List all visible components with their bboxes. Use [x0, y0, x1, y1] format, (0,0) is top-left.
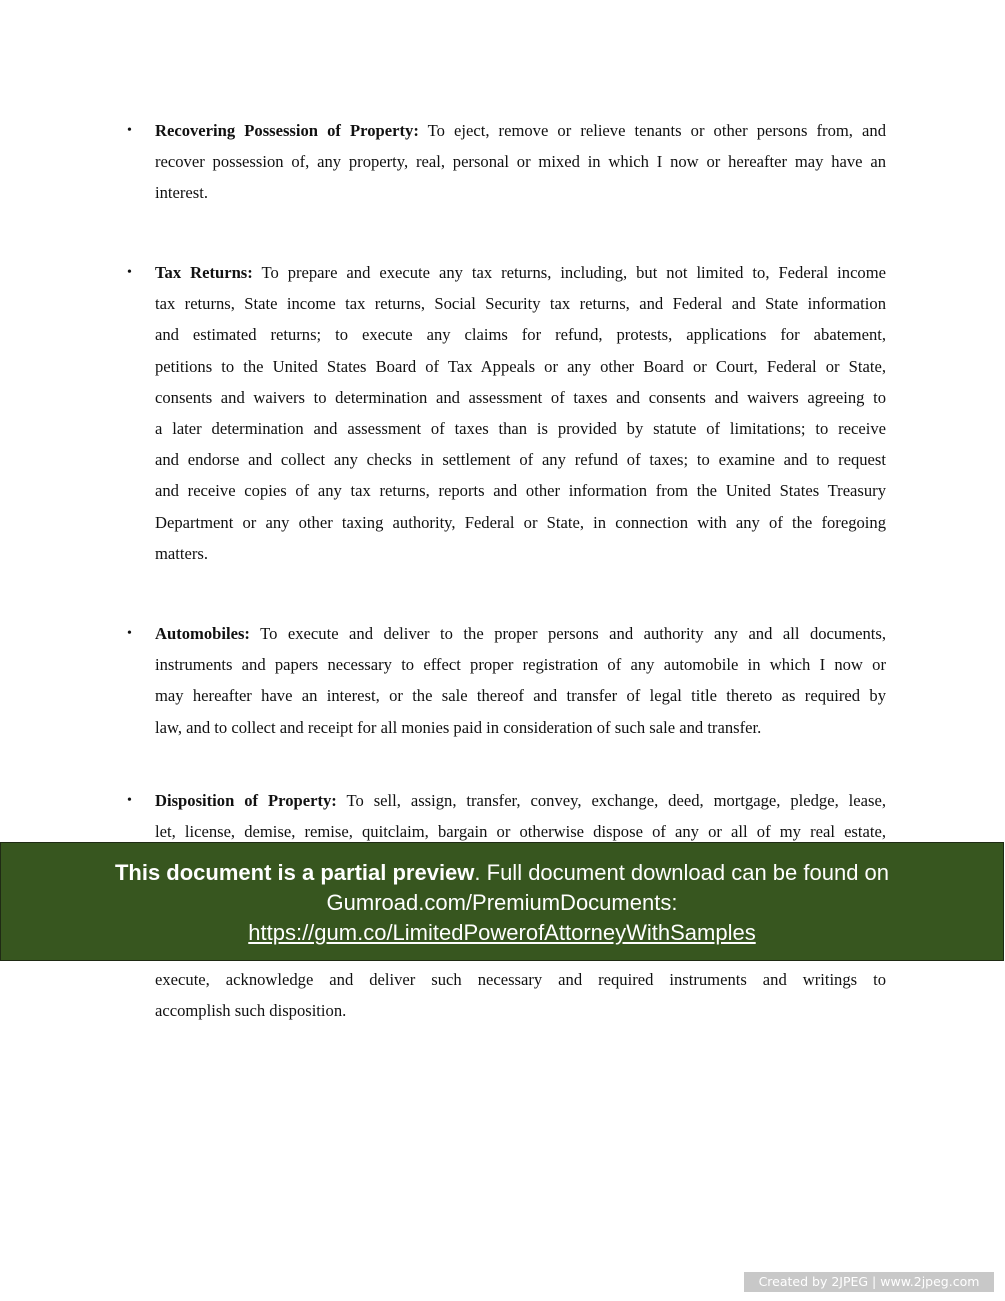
paragraph-line	[155, 257, 886, 288]
bullet-icon: •	[127, 265, 132, 280]
paragraph-line: accomplish such disposition.	[155, 1001, 347, 1021]
paragraph-line	[155, 351, 886, 382]
line-text: may hereafter have an interest, or the sale thereof and transfer of legal title thereto as required by	[155, 686, 886, 706]
line-text: matters.	[155, 543, 208, 563]
paragraph-line	[155, 475, 886, 506]
line-text: To execute and deliver to the proper persons and authority any and all documents,	[249, 624, 886, 643]
bullet-icon: •	[127, 626, 132, 641]
banner-text: . Full document download can be found on	[474, 860, 890, 885]
line-text: interest.	[155, 183, 208, 203]
paragraph-heading: Tax Returns:	[155, 263, 253, 282]
banner-line2: Gumroad.com/PremiumDocuments:	[326, 890, 678, 915]
line-text: Department or any other taxing authority, Federal or State, in connection with any of the foregoing	[155, 512, 886, 532]
paragraph-line	[155, 507, 886, 538]
paragraph-line	[155, 319, 886, 350]
bullet-paragraph	[127, 257, 887, 569]
bullet-icon: •	[127, 793, 132, 808]
line-text: a later determination and assessment of taxes than is provided by statute of limitations; to receive	[155, 418, 886, 438]
line-text: tax returns, State income tax returns, Social Security tax returns, and Federal and State information	[155, 294, 886, 314]
paragraph-line	[155, 618, 886, 649]
paragraph-heading: Automobiles:	[155, 624, 250, 643]
paragraph-continuation	[155, 964, 886, 1026]
line-text: To sell, assign, transfer, convey, exchange, deed, mortgage, pledge, lease,	[336, 791, 886, 810]
download-link[interactable]: https://gum.co/LimitedPowerofAttorneyWithSamples	[248, 920, 756, 945]
line-text: and receive copies of any tax returns, reports and other information from the United States Treasury	[155, 481, 886, 501]
bullet-paragraph	[127, 785, 886, 847]
paragraph-line	[155, 785, 886, 816]
paragraph-line	[155, 649, 886, 680]
line-text: consents and waivers to determination and assessment of taxes and consents and waivers agreeing to	[155, 387, 886, 407]
paragraph-line	[155, 177, 886, 208]
line-text: recover possession of, any property, real, personal or mixed in which I now or hereafter may have an	[155, 152, 886, 172]
line-text: let, license, demise, remise, quitclaim, bargain or otherwise dispose of any or all of my real estate,	[155, 822, 886, 842]
watermark: Created by 2JPEG | www.2jpeg.com	[744, 1272, 994, 1292]
paragraph-line: execute, acknowledge and deliver such necessary and required instruments and writings to	[155, 970, 886, 989]
bullet-icon: •	[127, 123, 132, 138]
paragraph-line	[155, 115, 886, 146]
paragraph-heading: Recovering Possession of Property:	[155, 121, 419, 140]
paragraph-line	[155, 680, 886, 711]
preview-banner	[0, 842, 1004, 961]
paragraph-line	[155, 288, 886, 319]
bullet-paragraph	[127, 115, 886, 209]
paragraph-line	[155, 146, 886, 177]
bullet-paragraph	[127, 618, 886, 743]
line-text: petitions to the United States Board of Tax Appeals or any other Board or Court, Federal or State,	[155, 356, 886, 376]
paragraph-line	[155, 712, 886, 743]
line-text: and estimated returns; to execute any claims for refund, protests, applications for abatement,	[155, 325, 886, 345]
paragraph-line	[155, 413, 886, 444]
line-text: To prepare and execute any tax returns, including, but not limited to, Federal income	[252, 263, 887, 282]
paragraph-line	[155, 538, 886, 569]
line-text: instruments and papers necessary to effect proper registration of any automobile in which I now or	[155, 655, 886, 675]
line-text: law, and to collect and receipt for all monies paid in consideration of such sale and transfer.	[155, 717, 762, 737]
paragraph-heading: Disposition of Property:	[155, 791, 337, 810]
paragraph-line	[155, 382, 886, 413]
banner-bold-text: This document is a partial preview	[114, 860, 475, 885]
line-text: To eject, remove or relieve tenants or other persons from, and	[418, 121, 886, 140]
line-text: and endorse and collect any checks in settlement of any refund of taxes; to examine and to request	[155, 450, 886, 470]
paragraph-line	[155, 444, 886, 475]
